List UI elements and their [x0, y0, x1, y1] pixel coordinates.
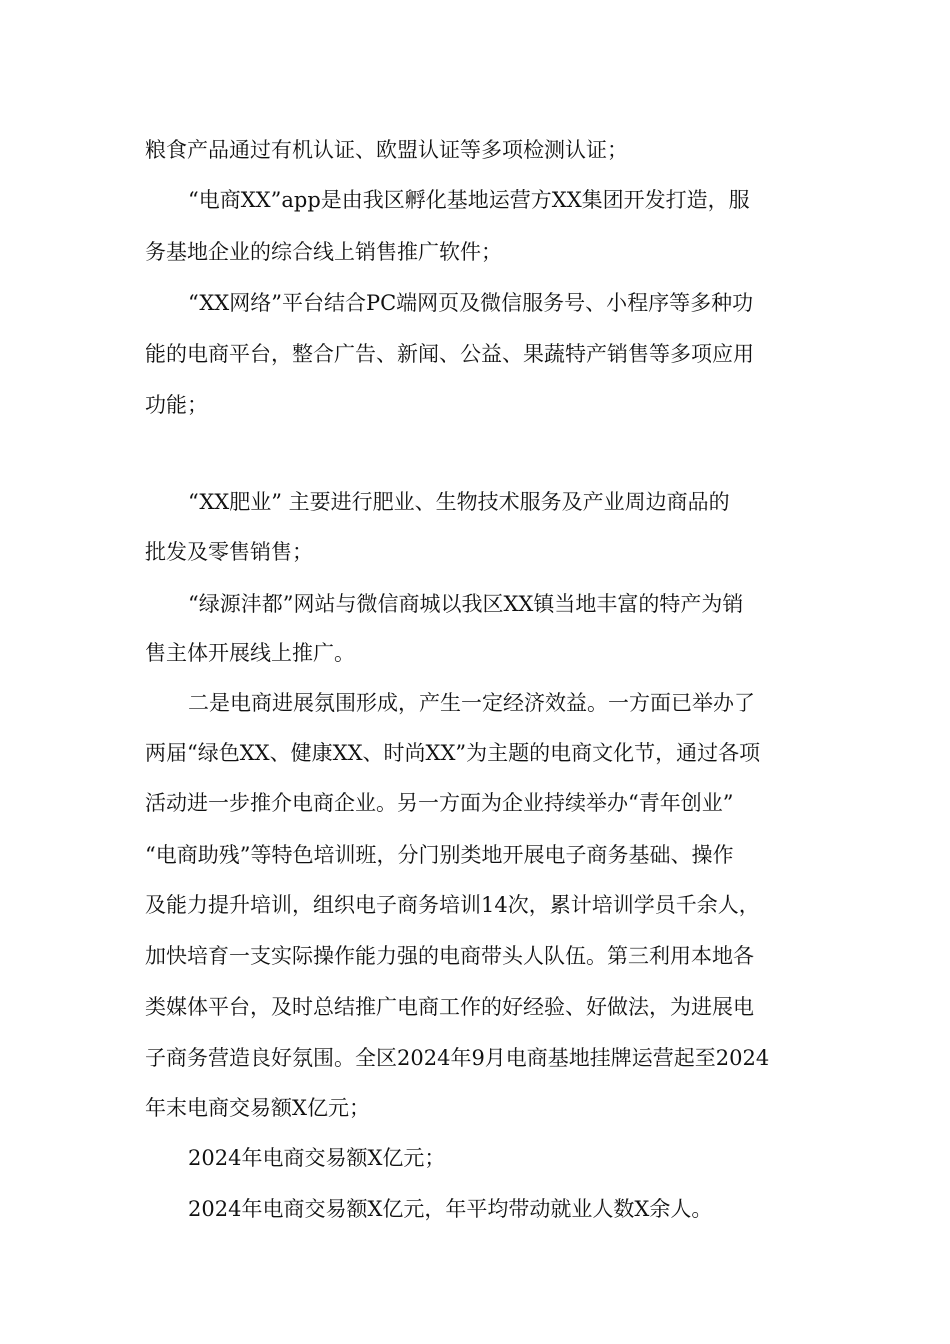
text-line: “电商XX”app是由我区孵化基地运营方XX集团开发打造，服: [188, 188, 750, 212]
text-line: “XX网络”平台结合PC端网页及微信服务号、小程序等多种功: [188, 291, 754, 315]
text-line: 能的电商平台，整合广告、新闻、公益、果蔬特产销售等多项应用: [145, 342, 754, 366]
text-line: 活动进一步推介电商企业。另一方面为企业持续举办“青年创业”: [145, 791, 734, 815]
text-line: 及能力提升培训，组织电子商务培训14次，累计培训学员千余人，: [145, 893, 760, 917]
text-line: 加快培育一支实际操作能力强的电商带头人队伍。第三利用本地各: [145, 944, 754, 968]
text-line: 2024年电商交易额X亿元，年平均带动就业人数X余人。: [188, 1197, 713, 1221]
text-line: 粮食产品通过有机认证、欧盟认证等多项检测认证；: [145, 138, 628, 162]
text-line: 年末电商交易额X亿元；: [145, 1096, 370, 1120]
text-line: 售主体开展线上推广。: [145, 641, 355, 665]
text-line: 功能；: [145, 393, 208, 417]
text-line: 两届“绿色XX、健康XX、时尚XX”为主题的电商文化节，通过各项: [145, 741, 761, 765]
text-line: “XX肥业” 主要进行肥业、生物技术服务及产业周边商品的: [188, 490, 730, 514]
text-line: “绿源沣都”网站与微信商城以我区XX镇当地丰富的特产为销: [188, 592, 744, 616]
text-line: 批发及零售销售；: [145, 540, 313, 564]
text-line: 2024年电商交易额X亿元；: [188, 1146, 446, 1170]
text-line: 二是电商进展氛围形成，产生一定经济效益。一方面已举办了: [188, 691, 755, 715]
text-line: “电商助残”等特色培训班，分门别类地开展电子商务基础、操作: [145, 843, 734, 867]
text-line: 类媒体平台，及时总结推广电商工作的好经验、好做法，为进展电: [145, 995, 754, 1019]
text-line: 子商务营造良好氛围。全区2024年9月电商基地挂牌运营起至2024: [145, 1046, 770, 1070]
text-line: 务基地企业的综合线上销售推广软件；: [145, 240, 502, 264]
